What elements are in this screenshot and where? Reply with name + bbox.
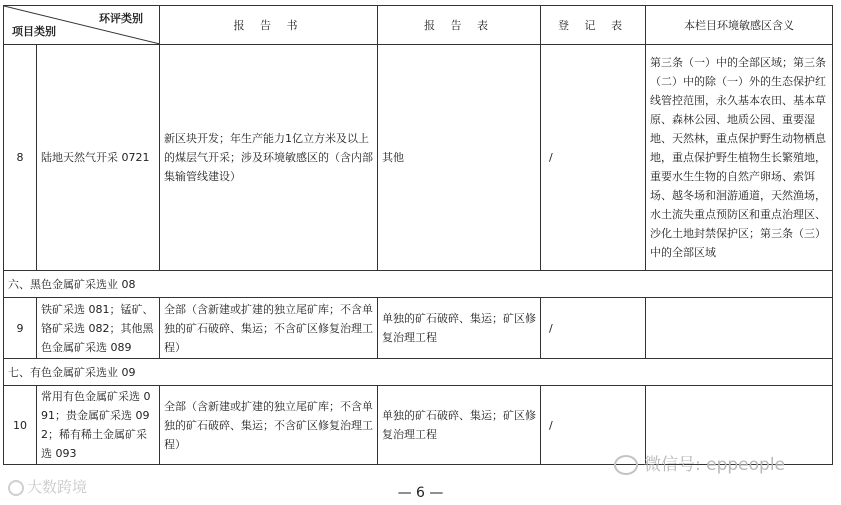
- registration-cell: /: [541, 298, 646, 359]
- section-row: [4, 271, 833, 298]
- table-row: [4, 386, 833, 465]
- header-eia-category: 环评类别: [99, 12, 143, 25]
- source-watermark-text: 大数跨境: [27, 478, 88, 496]
- header-registration: 登 记 表: [541, 6, 646, 45]
- header-row: [4, 6, 833, 45]
- sensitive-area-cell: [646, 386, 833, 465]
- sensitive-area-cell: [646, 298, 833, 359]
- report-table-cell: 其他: [378, 45, 541, 271]
- wechat-icon: [614, 455, 638, 475]
- table-row: [4, 298, 833, 359]
- header-sensitive-area: 本栏目环境敏感区含义: [646, 6, 833, 45]
- row-number: 10: [4, 386, 37, 465]
- registration-cell: /: [541, 386, 646, 465]
- registration-cell: /: [541, 45, 646, 271]
- report-book-cell: 全部（含新建或扩建的独立尾矿库；不含单独的矿石破碎、集运；不含矿区修复治理工程）: [160, 386, 378, 465]
- row-number: 9: [4, 298, 37, 359]
- sensitive-area-cell: 第三条（一）中的全部区域；第三条（二）中的除（一）外的生态保护红线管控范围，永久基本农田、基本草原、森林公园、地质公园、重要湿地、天然林，重点保护野生动物栖息地，重点保护野生植物生长繁殖地，重要水生生物的自然产卵场、索饵场、越冬场和洄游通道，天然渔场，水土流失重点预防区和重点治理区、沙化土地封禁保护区；第三条（三）中的全部区域: [646, 45, 833, 271]
- section-row: [4, 359, 833, 386]
- project-category: 陆地天然气开采 0721: [37, 45, 160, 271]
- classification-table: [3, 5, 833, 465]
- table-row: [4, 45, 833, 271]
- report-book-cell: 全部（含新建或扩建的独立尾矿库；不含单独的矿石破碎、集运；不含矿区修复治理工程）: [160, 298, 378, 359]
- wechat-watermark-text: 微信号: eppeople: [644, 455, 786, 475]
- header-report-book: 报 告 书: [160, 6, 378, 45]
- diagonal-header-cell: [4, 6, 160, 45]
- project-category: 铁矿采选 081；锰矿、铬矿采选 082；其他黑色金属矿采选 089: [37, 298, 160, 359]
- report-book-cell: 新区块开发；年生产能力1亿立方米及以上的煤层气开采；涉及环境敏感区的（含内部集输管线建设）: [160, 45, 378, 271]
- section-heading-nonferrous: 七、有色金属矿采选业 09: [4, 359, 833, 386]
- page-number: — 6 —: [397, 485, 444, 501]
- report-table-cell: 单独的矿石破碎、集运；矿区修复治理工程: [378, 298, 541, 359]
- wechat-watermark: [614, 455, 785, 475]
- row-number: 8: [4, 45, 37, 271]
- section-heading-ferrous: 六、黑色金属矿采选业 08: [4, 271, 833, 298]
- header-report-table: 报 告 表: [378, 6, 541, 45]
- project-category: 常用有色金属矿采选 091；贵金属矿采选 092；稀有稀土金属矿采选 093: [37, 386, 160, 465]
- header-project-category: 项目类别: [12, 25, 56, 38]
- report-table-cell: 单独的矿石破碎、集运；矿区修复治理工程: [378, 386, 541, 465]
